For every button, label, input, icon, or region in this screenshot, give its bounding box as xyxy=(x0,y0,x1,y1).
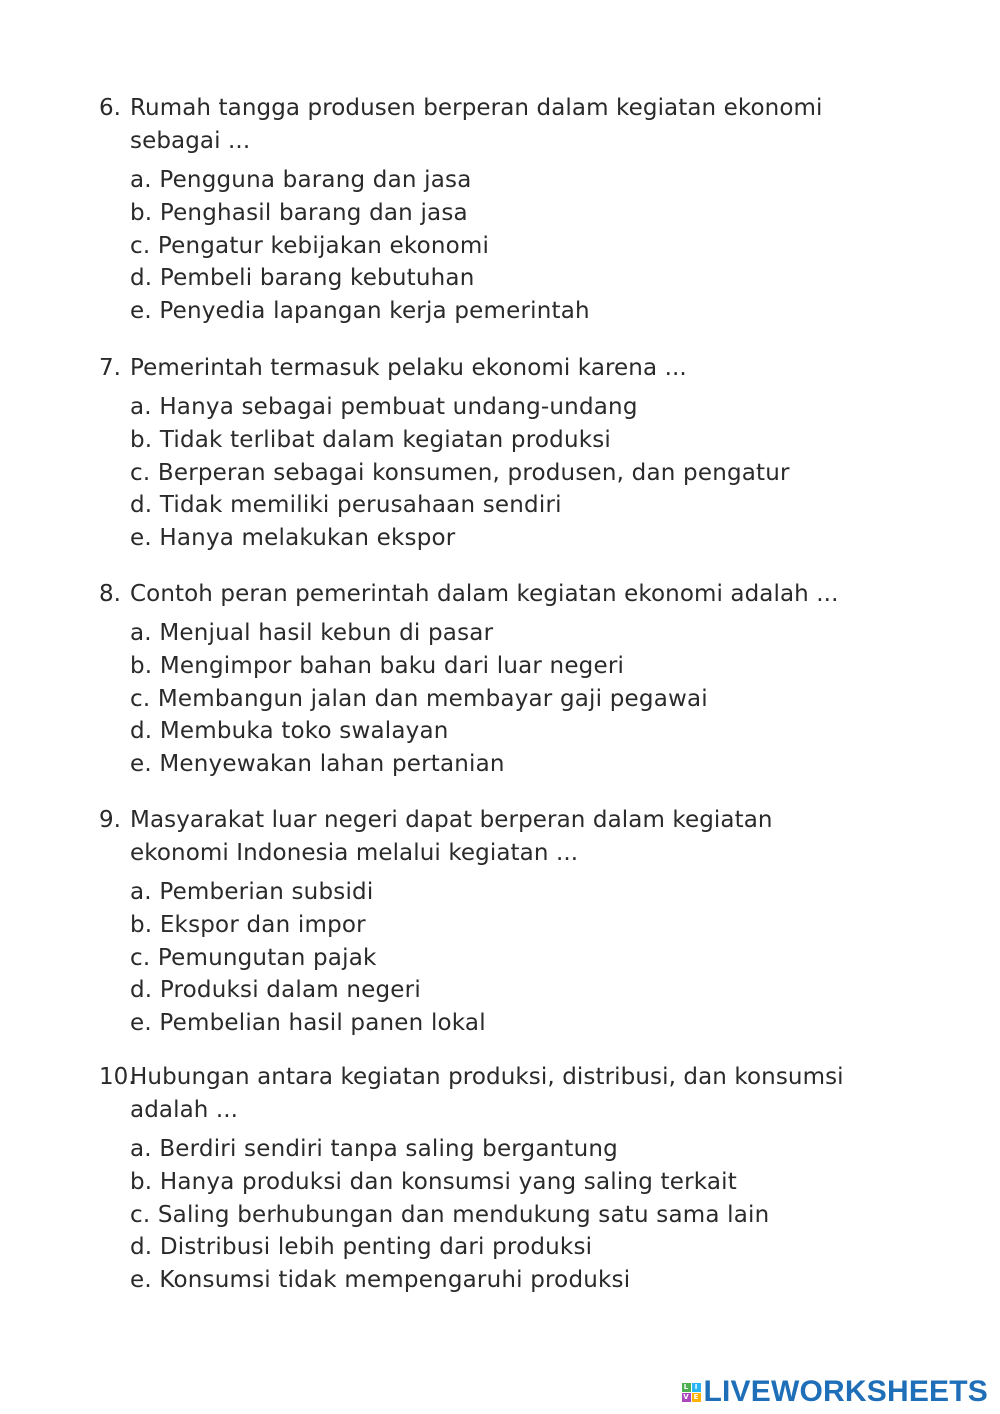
option-c[interactable]: c. Membangun jalan dan membayar gaji pegawai xyxy=(130,685,708,712)
logo-mark-letter: I xyxy=(692,1383,701,1392)
question-9 xyxy=(0,804,1000,1040)
question-6 xyxy=(0,92,1000,328)
question-text: Contoh peran pemerintah dalam kegiatan ekonomi adalah ... xyxy=(130,581,839,607)
option-b[interactable]: b. Hanya produksi dan konsumsi yang saling terkait xyxy=(130,1168,737,1195)
option-d[interactable]: d. Tidak memiliki perusahaan sendiri xyxy=(130,492,562,519)
option-list xyxy=(0,391,1000,555)
option-c[interactable]: c. Berperan sebagai konsumen, produsen, dan pengatur xyxy=(130,459,790,486)
question-stem xyxy=(0,578,1000,611)
question-number: 8. xyxy=(99,581,121,607)
question-stem xyxy=(0,1061,1000,1127)
option-c[interactable]: c. Pemungutan pajak xyxy=(130,944,377,971)
option-e[interactable]: e. Penyedia lapangan kerja pemerintah xyxy=(130,298,590,325)
question-number: 7. xyxy=(99,355,121,381)
logo-mark-letter: L xyxy=(682,1383,691,1392)
logo-mark-icon xyxy=(682,1383,701,1402)
option-a[interactable]: a. Pengguna barang dan jasa xyxy=(130,167,472,193)
option-d[interactable]: d. Distribusi lebih penting dari produksi xyxy=(130,1234,593,1261)
question-text: Masyarakat luar negeri dapat berperan dalam kegiatan ekonomi Indonesia melalui kegiatan ... xyxy=(130,807,773,866)
option-e[interactable]: e. Menyewakan lahan pertanian xyxy=(130,751,505,778)
option-c[interactable]: c. Saling berhubungan dan mendukung satu sama lain xyxy=(130,1201,770,1228)
logo-text: LIVEWORKSHEETS xyxy=(703,1375,988,1408)
option-list xyxy=(0,1133,1000,1297)
option-b[interactable]: b. Penghasil barang dan jasa xyxy=(130,199,468,226)
option-d[interactable]: d. Produksi dalam negeri xyxy=(130,977,421,1004)
question-stem xyxy=(0,804,1000,870)
option-list xyxy=(0,876,1000,1040)
option-c[interactable]: c. Pengatur kebijakan ekonomi xyxy=(130,232,490,259)
option-a[interactable]: a. Hanya sebagai pembuat undang-undang xyxy=(130,394,638,420)
question-text: Hubungan antara kegiatan produksi, distribusi, dan konsumsi adalah ... xyxy=(130,1064,844,1123)
option-list xyxy=(0,164,1000,328)
logo-mark-letter: V xyxy=(683,1392,689,1401)
option-list xyxy=(0,617,1000,781)
question-text: Pemerintah termasuk pelaku ekonomi karena ... xyxy=(130,355,687,381)
question-stem xyxy=(0,352,1000,385)
option-e[interactable]: e. Hanya melakukan ekspor xyxy=(130,525,456,552)
option-b[interactable]: b. Mengimpor bahan baku dari luar negeri xyxy=(130,652,625,679)
logo-mark-letter: E xyxy=(692,1393,701,1402)
question-10 xyxy=(0,1061,1000,1297)
question-7 xyxy=(0,352,1000,555)
question-number: 6. xyxy=(99,95,121,121)
option-e[interactable]: e. Konsumsi tidak mempengaruhi produksi xyxy=(130,1267,631,1294)
option-d[interactable]: d. Membuka toko swalayan xyxy=(130,718,449,745)
liveworksheets-logo xyxy=(682,1372,989,1412)
question-number: 9. xyxy=(99,807,121,833)
option-a[interactable]: a. Menjual hasil kebun di pasar xyxy=(130,620,494,646)
option-b[interactable]: b. Tidak terlibat dalam kegiatan produksi xyxy=(130,426,612,453)
question-stem xyxy=(0,92,1000,158)
option-a[interactable]: a. Berdiri sendiri tanpa saling bergantung xyxy=(130,1136,618,1162)
option-e[interactable]: e. Pembelian hasil panen lokal xyxy=(130,1010,486,1037)
option-a[interactable]: a. Pemberian subsidi xyxy=(130,879,374,905)
option-b[interactable]: b. Ekspor dan impor xyxy=(130,911,366,938)
question-text: Rumah tangga produsen berperan dalam kegiatan ekonomi sebagai ... xyxy=(130,95,823,154)
question-number: 10. xyxy=(99,1064,136,1090)
option-d[interactable]: d. Pembeli barang kebutuhan xyxy=(130,265,475,292)
question-8 xyxy=(0,578,1000,781)
